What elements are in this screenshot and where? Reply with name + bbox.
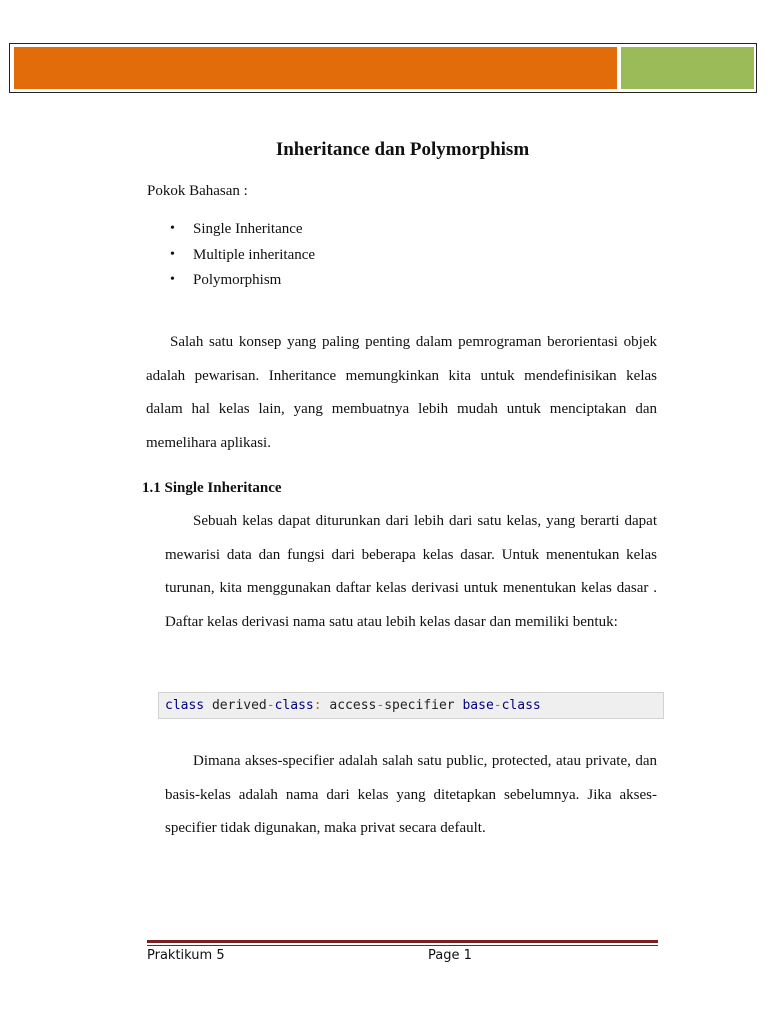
code-identifier: derived bbox=[211, 698, 267, 713]
footer-page-number: Page 1 bbox=[428, 948, 472, 963]
code-identifier: access bbox=[329, 698, 377, 713]
page-title: Inheritance dan Polymorphism bbox=[275, 139, 530, 160]
topic-text: Single Inheritance bbox=[193, 221, 303, 237]
code-hyphen: - bbox=[266, 698, 275, 713]
intro-paragraph: Salah satu konsep yang paling penting dalam pemrograman berorientasi objek adalah pewarisan. Inheritance memungkinkan kita untuk mendefinisikan kelas dalam hal kelas lain, yang membuatnya lebih mudah untuk menciptakan dan memelihara aplikasi. bbox=[146, 334, 657, 451]
code-keyword: base bbox=[462, 698, 494, 713]
bullet-icon: • bbox=[170, 221, 175, 236]
code-keyword: class bbox=[274, 698, 314, 713]
code-identifier: specifier bbox=[384, 698, 455, 713]
list-item bbox=[170, 271, 315, 297]
code-keyword: class bbox=[501, 698, 541, 713]
code-colon: : bbox=[313, 698, 322, 713]
header-banner bbox=[9, 43, 757, 93]
bullet-icon: • bbox=[170, 272, 175, 287]
section-paragraph-2: Dimana akses-specifier adalah salah satu public, protected, atau private, dan basis-kelas adalah nama dari kelas yang ditetapkan sebelumnya. Jika akses-specifier tidak digunakan, maka privat secara default. bbox=[165, 753, 657, 836]
topic-text: Multiple inheritance bbox=[193, 246, 316, 263]
footer-rule-thick bbox=[147, 940, 658, 943]
code-snippet bbox=[158, 692, 664, 719]
list-item bbox=[170, 220, 315, 246]
header-green-bar bbox=[621, 47, 754, 89]
topics-label: Pokok Bahasan : bbox=[147, 183, 248, 199]
topics-list bbox=[170, 220, 316, 297]
footer-left-text: Praktikum 5 bbox=[147, 948, 225, 963]
section-heading: 1.1 Single Inheritance bbox=[142, 480, 282, 496]
code-keyword: class bbox=[165, 698, 205, 713]
section-paragraph-1: Sebuah kelas dapat diturunkan dari lebih dari satu kelas, yang berarti dapat mewarisi data dan fungsi dari beberapa kelas dasar. Untuk menentukan kelas turunan, kita menggunakan daftar kelas derivasi untuk menentukan kelas dasar . Daftar kelas derivasi nama satu atau lebih kelas dasar dan memiliki bentuk: bbox=[165, 513, 657, 630]
topic-text: Polymorphism bbox=[193, 272, 282, 288]
code-hyphen: - bbox=[493, 698, 502, 713]
footer-rule-thin bbox=[147, 945, 658, 946]
bullet-icon: • bbox=[170, 246, 175, 262]
code-hyphen: - bbox=[376, 698, 385, 713]
list-item bbox=[170, 246, 316, 272]
header-orange-bar bbox=[14, 47, 617, 89]
